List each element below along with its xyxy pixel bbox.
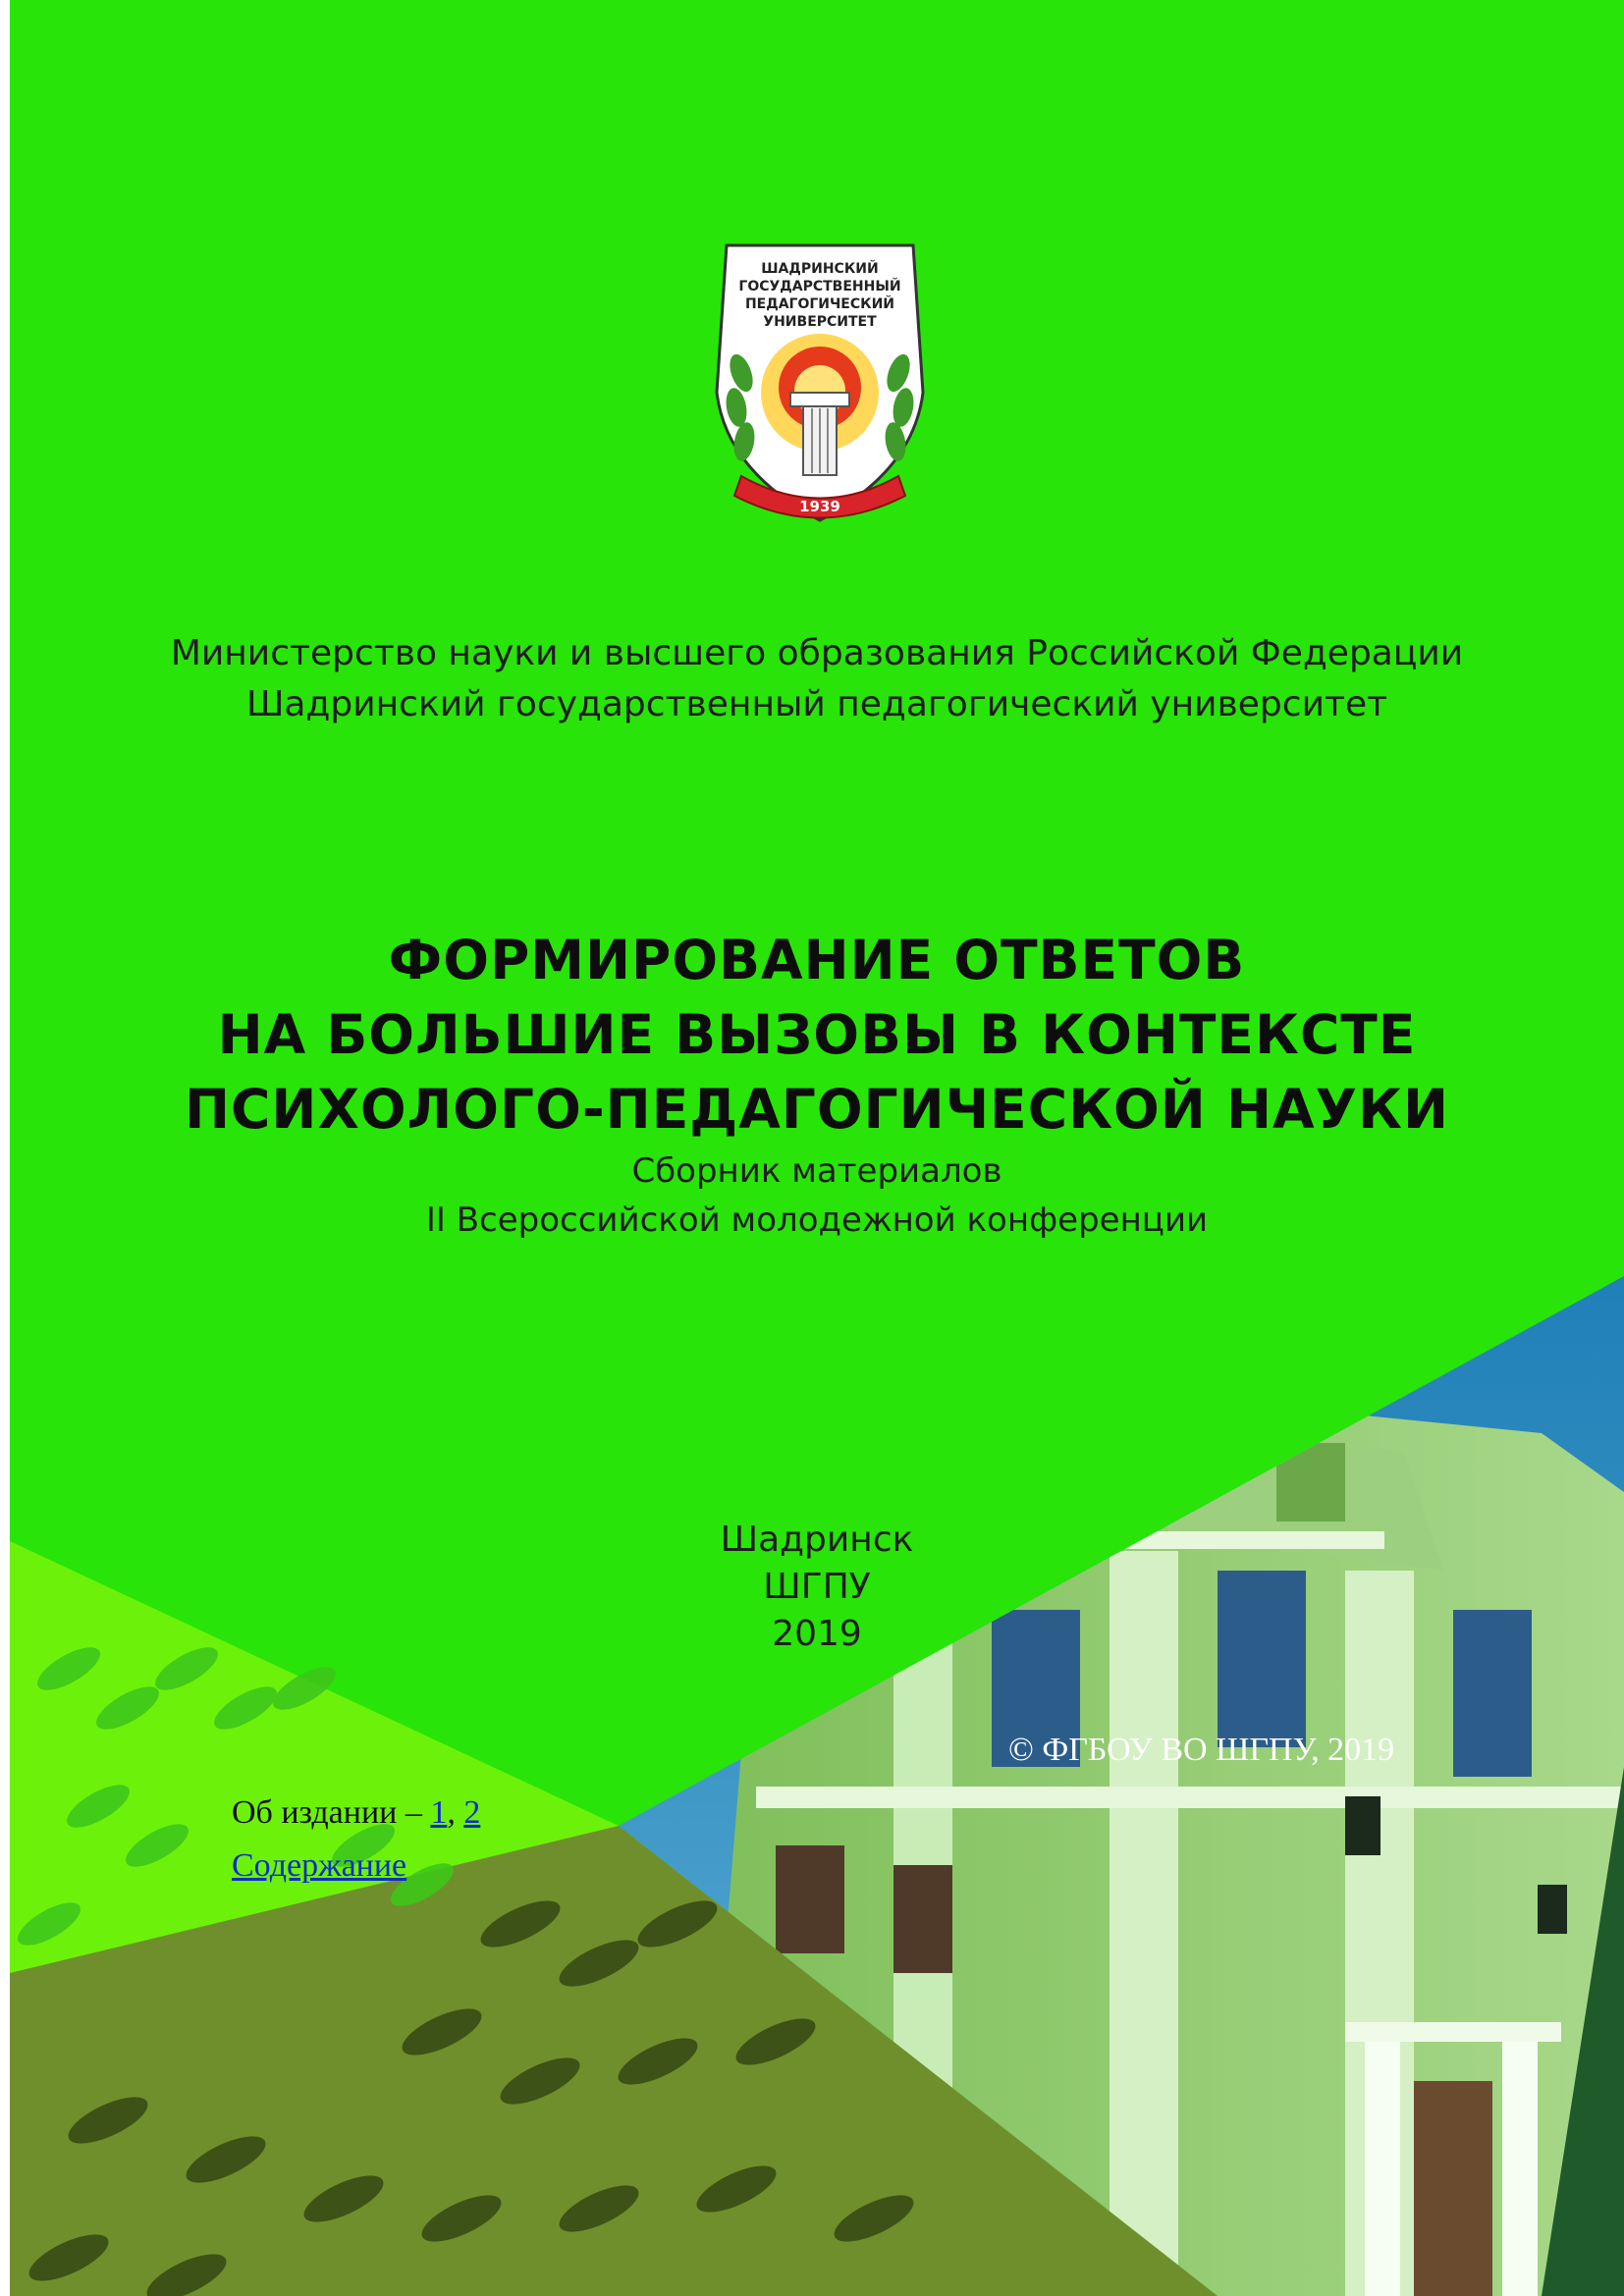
ministry-line: Министерство науки и высшего образования Российской Федерации xyxy=(170,633,1464,673)
imprint-city: Шадринск xyxy=(720,1520,914,1560)
link-separator: , xyxy=(447,1794,464,1831)
about-edition-link-2[interactable]: 2 xyxy=(463,1794,481,1831)
emblem-text-2: ГОСУДАРСТВЕННЫЙ xyxy=(738,279,901,294)
book-subtitle xyxy=(10,1147,1624,1245)
book-cover xyxy=(10,0,1624,2296)
emblem-text-4: УНИВЕРСИТЕТ xyxy=(763,314,877,330)
emblem-year: 1939 xyxy=(799,498,840,515)
university-line: Шадринский государственный педагогический университет xyxy=(245,684,1388,724)
navigation-links xyxy=(232,1787,480,1893)
contents-row xyxy=(232,1840,480,1893)
book-title xyxy=(10,923,1624,1147)
title-line-1: ФОРМИРОВАНИЕ ОТВЕТОВ xyxy=(388,929,1246,991)
title-line-2: НА БОЛЬШИЕ ВЫЗОВЫ В КОНТЕКСТЕ xyxy=(217,1003,1417,1066)
subtitle-line-1: Сборник материалов xyxy=(631,1151,1002,1191)
about-edition-link-1[interactable]: 1 xyxy=(430,1794,448,1831)
university-emblem-icon xyxy=(687,226,952,530)
title-line-3: ПСИХОЛОГО-ПЕДАГОГИЧЕСКОЙ НАУКИ xyxy=(185,1078,1449,1141)
emblem-text-3: ПЕДАГОГИЧЕСКИЙ xyxy=(744,296,895,312)
imprint-year: 2019 xyxy=(772,1614,862,1654)
contents-link[interactable]: Содержание xyxy=(232,1847,407,1884)
copyright-notice: © ФГБОУ ВО ШГПУ, 2019 xyxy=(1008,1732,1395,1768)
about-edition-label: Об издании – xyxy=(232,1794,431,1831)
imprint xyxy=(10,1517,1624,1658)
subtitle-line-2: II Всероссийской молодежной конференции xyxy=(425,1201,1209,1240)
imprint-publisher: ШГПУ xyxy=(763,1567,871,1607)
publisher-header xyxy=(10,628,1624,730)
emblem-text-1: ШАДРИНСКИЙ xyxy=(761,261,879,277)
about-edition-row xyxy=(232,1787,480,1840)
